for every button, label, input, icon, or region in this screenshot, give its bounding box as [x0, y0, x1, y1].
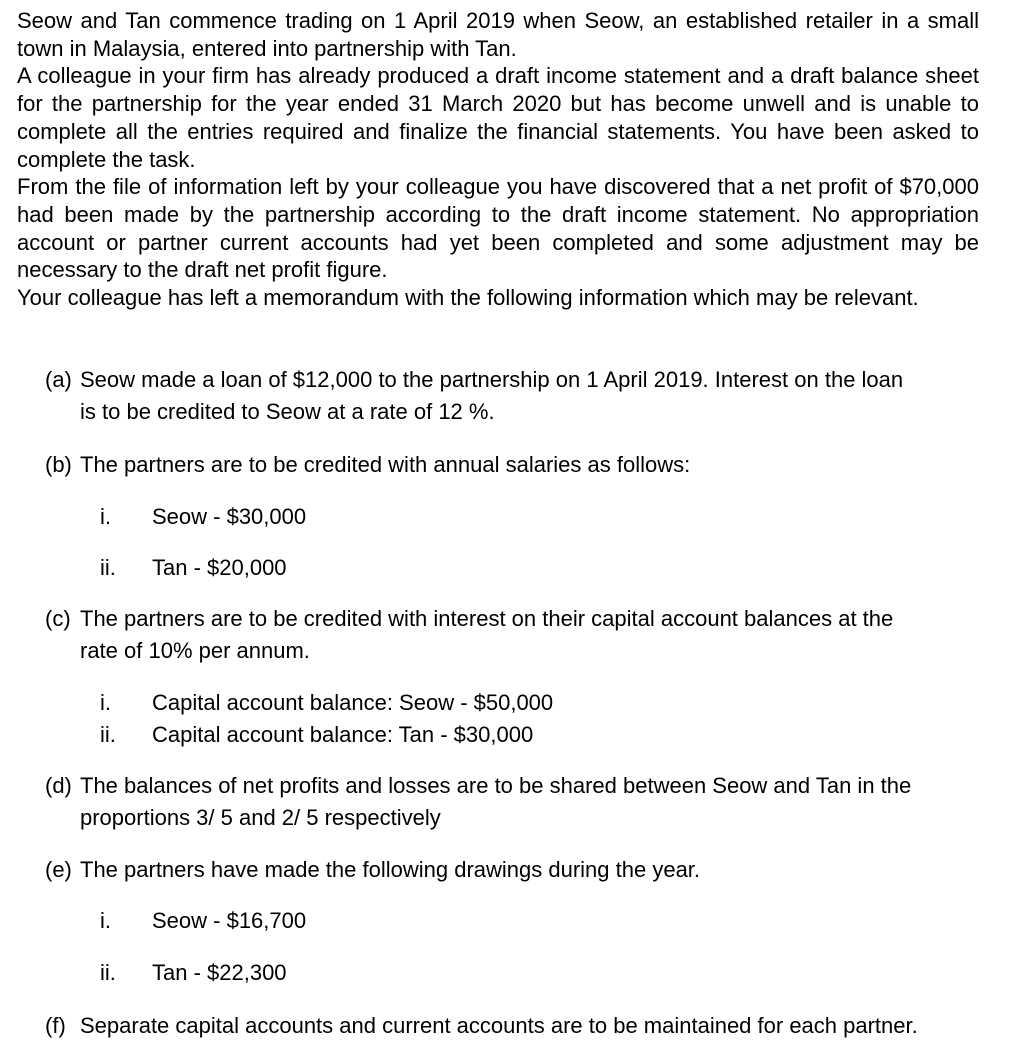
subitem-number: i. [100, 908, 111, 933]
intro-paragraph: Seow and Tan commence trading on 1 April 2019 when Seow, an established retailer in a small town in Malaysia, entered into partnership with Tan. [17, 8, 979, 61]
memo-subitem [100, 687, 553, 718]
memo-item-label: (c) [45, 606, 71, 631]
memo-subitem [100, 905, 306, 936]
subitem-text: Tan - $22,300 [152, 960, 287, 985]
intro-text [17, 7, 979, 312]
memo-item-text: The balances of net profits and losses are to be shared between Seow and Tan in the [80, 773, 912, 798]
intro-paragraph: From the file of information left by your colleague you have discovered that a net profit of $70,000 had been made by the partnership according to the draft income statement. No appropriation account or partner current accounts had yet been completed and some adjustment may be necessary to the draft net profit figure. [17, 174, 979, 283]
memo-item-text: Separate capital accounts and current accounts are to be maintained for each partner. [80, 1013, 918, 1038]
memo-item-label: (a) [45, 367, 72, 392]
memo-item-c-continuation: rate of 10% per annum. [80, 638, 310, 663]
memo-item-a [45, 364, 903, 395]
memo-item-f [45, 1010, 918, 1041]
memo-item-d-continuation: proportions 3/ 5 and 2/ 5 respectively [80, 805, 441, 830]
memo-item-e [45, 854, 700, 885]
subitem-text: Tan - $20,000 [152, 555, 287, 580]
memo-item-c [45, 603, 893, 634]
subitem-number: ii. [100, 555, 116, 580]
memo-item-d [45, 770, 911, 801]
intro-paragraph: Your colleague has left a memorandum with the following information which may be relevant. [17, 285, 919, 311]
memo-item-text: Seow made a loan of $12,000 to the partnership on 1 April 2019. Interest on the loan [80, 367, 904, 392]
subitem-number: i. [100, 690, 111, 715]
subitem-number: i. [100, 504, 111, 529]
subitem-text: Capital account balance: Tan - $30,000 [152, 722, 534, 747]
memo-item-label: (d) [45, 773, 72, 798]
memo-item-label: (e) [45, 857, 72, 882]
intro-paragraph: A colleague in your firm has already produced a draft income statement and a draft balance sheet for the partnership for the year ended 31 March 2020 but has become unwell and is unable to complete all the entries required and finalize the financial statements. You have been asked to complete the task. [17, 63, 979, 172]
memo-item-text: The partners are to be credited with annual salaries as follows: [80, 452, 691, 477]
memo-item-a-continuation: is to be credited to Seow at a rate of 12 %. [80, 399, 495, 424]
memo-subitem [100, 957, 287, 988]
memo-item-label: (f) [45, 1013, 66, 1038]
subitem-text: Seow - $16,700 [152, 908, 307, 933]
memo-item-text: The partners have made the following drawings during the year. [80, 857, 701, 882]
memo-item-label: (b) [45, 452, 72, 477]
subitem-number: ii. [100, 960, 116, 985]
memo-item-b [45, 449, 690, 480]
subitem-number: ii. [100, 722, 116, 747]
subitem-text: Capital account balance: Seow - $50,000 [152, 690, 554, 715]
memo-subitem [100, 552, 287, 583]
subitem-text: Seow - $30,000 [152, 504, 307, 529]
memo-subitem [100, 719, 533, 750]
memo-subitem [100, 501, 306, 532]
memo-item-text: The partners are to be credited with interest on their capital account balances at the [80, 606, 894, 631]
